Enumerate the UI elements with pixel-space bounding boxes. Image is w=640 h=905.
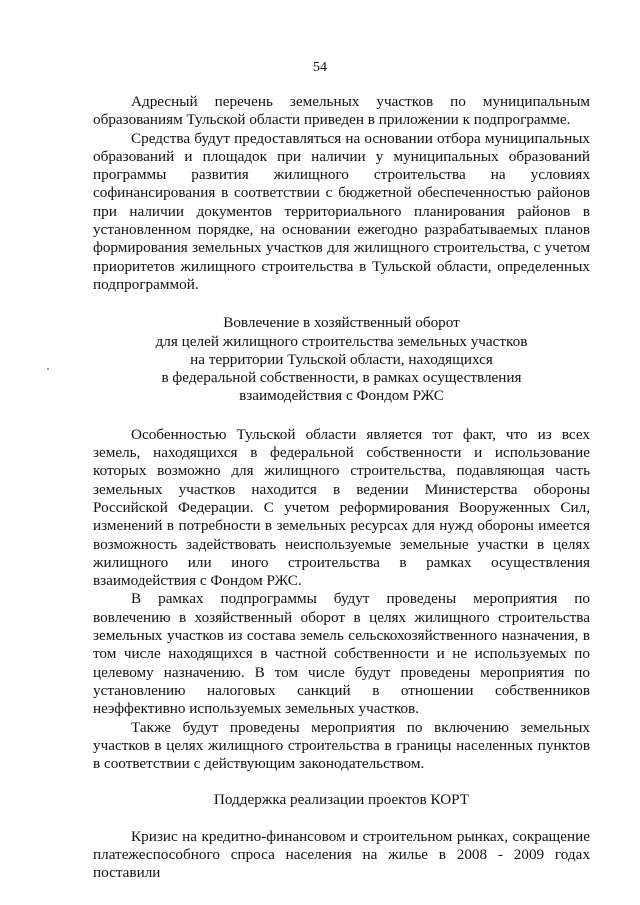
paragraph-address-list: Адресный перечень земельных участков по муниципальным образованиям Тульской области приведен в приложении к подпрограмме. bbox=[93, 93, 590, 129]
paragraph-agricultural-land: В рамках подпрограммы будут проведены мероприятия по вовлечению в хозяйственный оборот в целях жилищного строительства земельных участков из состава земель сельскохозяйственного назначения, в том числе находящихся в частной собственности и не используемых по целевому назначению. В том числе будут проведены мероприятия по установлению налоговых санкций в отношении собственников неэффективно используемых земельных участков. bbox=[93, 590, 590, 718]
heading-line: на территории Тульской области, находящихся bbox=[190, 350, 493, 368]
page-number: 54 bbox=[313, 60, 327, 75]
section-heading-federal-land bbox=[93, 314, 590, 405]
paragraph-crisis: Кризис на кредитно-финансовом и строительном рынках, сокращение платежеспособного спроса населения на жилье в 2008 - 2009 годах поставили bbox=[93, 827, 590, 882]
margin-speck bbox=[47, 368, 49, 370]
heading-line: в федеральной собственности, в рамках осуществления bbox=[161, 369, 522, 387]
paragraph-funding: Средства будут предоставляться на основании отбора муниципальных образований и площадок при наличии у муниципальных образований программы развития жилищного строительства на условиях софинансирования в соответствии с бюджетной обеспеченностью районов при наличии документов территориального планирования районов в установленном порядке, на основании ежегодно разрабатываемых планов формирования земельных участков для жилищного строительства, с учетом приоритетов жилищного строительства в Тульской области, определенных подпрограммой. bbox=[93, 129, 590, 293]
heading-line: взаимодействия с Фондом РЖС bbox=[239, 387, 444, 405]
page-body bbox=[93, 93, 590, 883]
paragraph-settlement-boundaries: Также будут проведены мероприятия по включению земельных участков в целях жилищного строительства в границы населенных пунктов в соответствии с действующим законодательством. bbox=[93, 718, 590, 773]
section-heading-kort: Поддержка реализации проектов КОРТ bbox=[213, 791, 470, 809]
paragraph-federal-land: Особенностью Тульской области является тот факт, что из всех земель, находящихся в федеральной собственности и использование которых возможно для жилищного строительства, подавляющая часть земельных участков находится в ведении Министерства обороны Российской Федерации. С учетом реформирования Вооруженных Сил, изменений в потребности в земельных ресурсах для нужд обороны имеется возможность задействовать неиспользуемые земельные участки в целях жилищного или иного строительства в рамках осуществления взаимодействия с Фондом РЖС. bbox=[93, 425, 590, 590]
heading-line: Вовлечение в хозяйственный оборот bbox=[223, 314, 460, 332]
heading-line: для целей жилищного строительства земельных участков bbox=[155, 332, 528, 350]
